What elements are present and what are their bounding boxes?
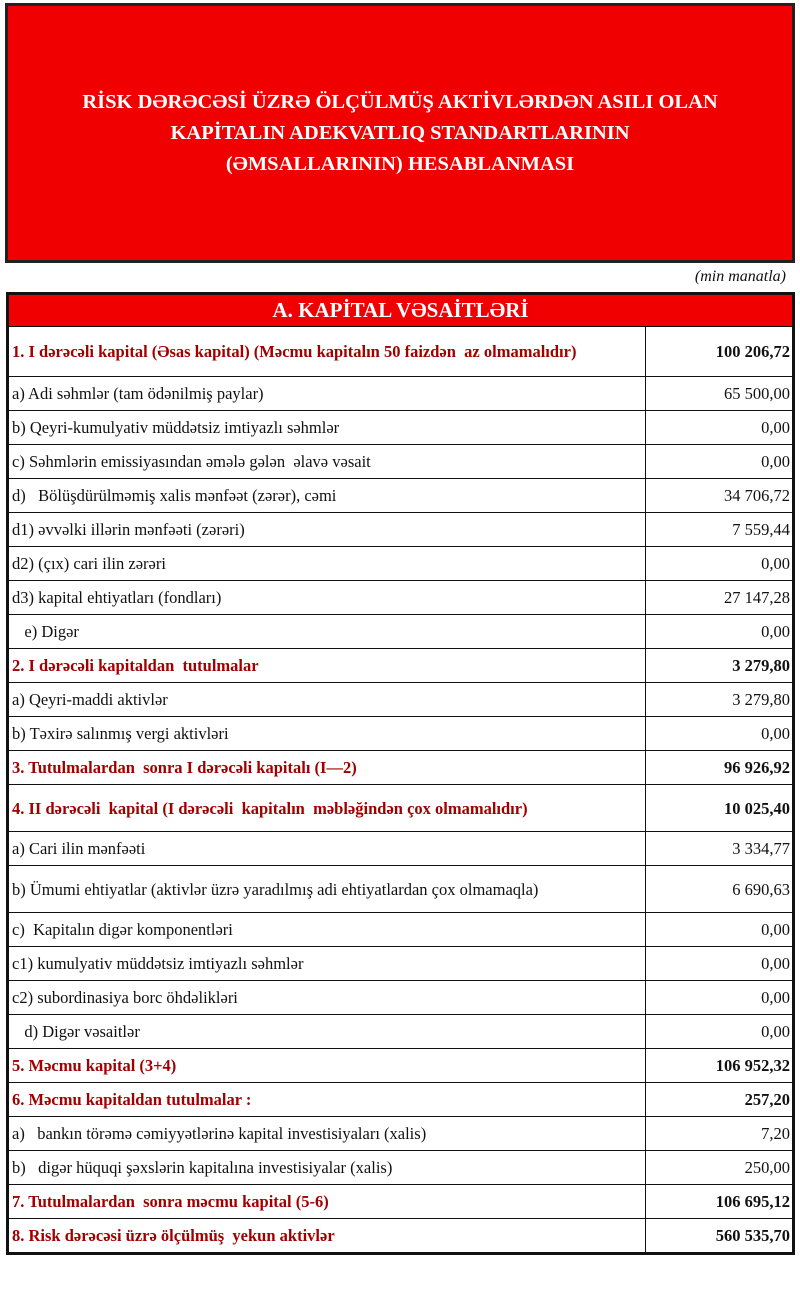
title-line: KAPİTALIN ADEKVATLIQ STANDARTLARININ: [170, 121, 630, 144]
table-row: [8, 1049, 794, 1083]
row-value: 106 695,12: [646, 1185, 794, 1219]
row-value: 0,00: [646, 445, 794, 479]
row-value: 96 926,92: [646, 751, 794, 785]
row-label: a) Cari ilin mənfəəti: [8, 832, 646, 866]
table-row: [8, 1083, 794, 1117]
table-row: [8, 947, 794, 981]
section-header-row: [8, 294, 794, 327]
row-value: 0,00: [646, 913, 794, 947]
row-label: c2) subordinasiya borc öhdəlikləri: [8, 981, 646, 1015]
row-value: 3 279,80: [646, 683, 794, 717]
table-row: [8, 913, 794, 947]
row-value: 10 025,40: [646, 785, 794, 832]
table-row: [8, 717, 794, 751]
table-row: [8, 1185, 794, 1219]
row-label: d2) (çıx) cari ilin zərəri: [8, 547, 646, 581]
table-row: [8, 1015, 794, 1049]
row-label: a) Qeyri-maddi aktivlər: [8, 683, 646, 717]
row-value: 7,20: [646, 1117, 794, 1151]
table-row: [8, 445, 794, 479]
report-title: [8, 87, 792, 180]
table-row: [8, 513, 794, 547]
report-title-box: [5, 3, 795, 263]
row-value: 3 334,77: [646, 832, 794, 866]
row-value: 0,00: [646, 411, 794, 445]
title-line: RİSK DƏRƏCƏSİ ÜZRƏ ÖLÇÜLMÜŞ AKTİVLƏRDƏN ASILI OLAN: [82, 90, 718, 113]
table-row: [8, 751, 794, 785]
row-label: c) Kapitalın digər komponentləri: [8, 913, 646, 947]
row-label: d3) kapital ehtiyatları (fondları): [8, 581, 646, 615]
row-label: 7. Tutulmalardan sonra məcmu kapital (5-6): [8, 1185, 646, 1219]
row-value: 3 279,80: [646, 649, 794, 683]
table-row: [8, 832, 794, 866]
row-label: 2. I dərəcəli kapitaldan tutulmalar: [8, 649, 646, 683]
row-value: 106 952,32: [646, 1049, 794, 1083]
row-value: 560 535,70: [646, 1219, 794, 1254]
table-row: [8, 866, 794, 913]
table-row: [8, 547, 794, 581]
row-value: 100 206,72: [646, 327, 794, 377]
row-value: 7 559,44: [646, 513, 794, 547]
row-label: b) Qeyri-kumulyativ müddətsiz imtiyazlı səhmlər: [8, 411, 646, 445]
row-value: 0,00: [646, 547, 794, 581]
row-label: a) bankın törəmə cəmiyyətlərinə kapital investisiyaları (xalis): [8, 1117, 646, 1151]
row-value: 0,00: [646, 947, 794, 981]
table-row: [8, 785, 794, 832]
table-row: [8, 411, 794, 445]
row-label: 6. Məcmu kapitaldan tutulmalar :: [8, 1083, 646, 1117]
row-label: d) Digər vəsaitlər: [8, 1015, 646, 1049]
row-label: 5. Məcmu kapital (3+4): [8, 1049, 646, 1083]
row-value: 0,00: [646, 717, 794, 751]
row-label: d) Bölüşdürülməmiş xalis mənfəət (zərər), cəmi: [8, 479, 646, 513]
table-row: [8, 1117, 794, 1151]
row-value: 257,20: [646, 1083, 794, 1117]
row-label: e) Digər: [8, 615, 646, 649]
table-row: [8, 377, 794, 411]
table-row: [8, 479, 794, 513]
table-row: [8, 581, 794, 615]
row-value: 0,00: [646, 981, 794, 1015]
section-header: A. KAPİTAL VƏSAİTLƏRİ: [8, 294, 794, 327]
row-label: b) Ümumi ehtiyatlar (aktivlər üzrə yaradılmış adi ehtiyatlardan çox olmamaqla): [8, 866, 646, 913]
row-label: b) Təxirə salınmış vergi aktivləri: [8, 717, 646, 751]
table-row: [8, 615, 794, 649]
row-value: 65 500,00: [646, 377, 794, 411]
row-label: 3. Tutulmalardan sonra I dərəcəli kapitalı (I—2): [8, 751, 646, 785]
row-label: 1. I dərəcəli kapital (Əsas kapital) (Məcmu kapitalın 50 faizdən az olmamalıdır): [8, 327, 646, 377]
table-row: [8, 1219, 794, 1254]
unit-note: (min manatla): [694, 268, 786, 285]
row-label: d1) əvvəlki illərin mənfəəti (zərəri): [8, 513, 646, 547]
row-value: 27 147,28: [646, 581, 794, 615]
table-row: [8, 981, 794, 1015]
table-row: [8, 327, 794, 377]
table-row: [8, 649, 794, 683]
row-value: 250,00: [646, 1151, 794, 1185]
row-label: a) Adi səhmlər (tam ödənilmiş paylar): [8, 377, 646, 411]
row-value: 34 706,72: [646, 479, 794, 513]
title-line: (ƏMSALLARININ) HESABLANMASI: [225, 152, 575, 175]
row-value: 0,00: [646, 615, 794, 649]
table-row: [8, 1151, 794, 1185]
row-label: c1) kumulyativ müddətsiz imtiyazlı səhmlər: [8, 947, 646, 981]
row-label: b) digər hüquqi şəxslərin kapitalına investisiyalar (xalis): [8, 1151, 646, 1185]
capital-table: [6, 292, 795, 1255]
row-label: 8. Risk dərəcəsi üzrə ölçülmüş yekun aktivlər: [8, 1219, 646, 1254]
row-label: 4. II dərəcəli kapital (I dərəcəli kapitalın məbləğindən çox olmamalıdır): [8, 785, 646, 832]
row-value: 0,00: [646, 1015, 794, 1049]
row-value: 6 690,63: [646, 866, 794, 913]
table-row: [8, 683, 794, 717]
row-label: c) Səhmlərin emissiyasından əmələ gələn əlavə vəsait: [8, 445, 646, 479]
